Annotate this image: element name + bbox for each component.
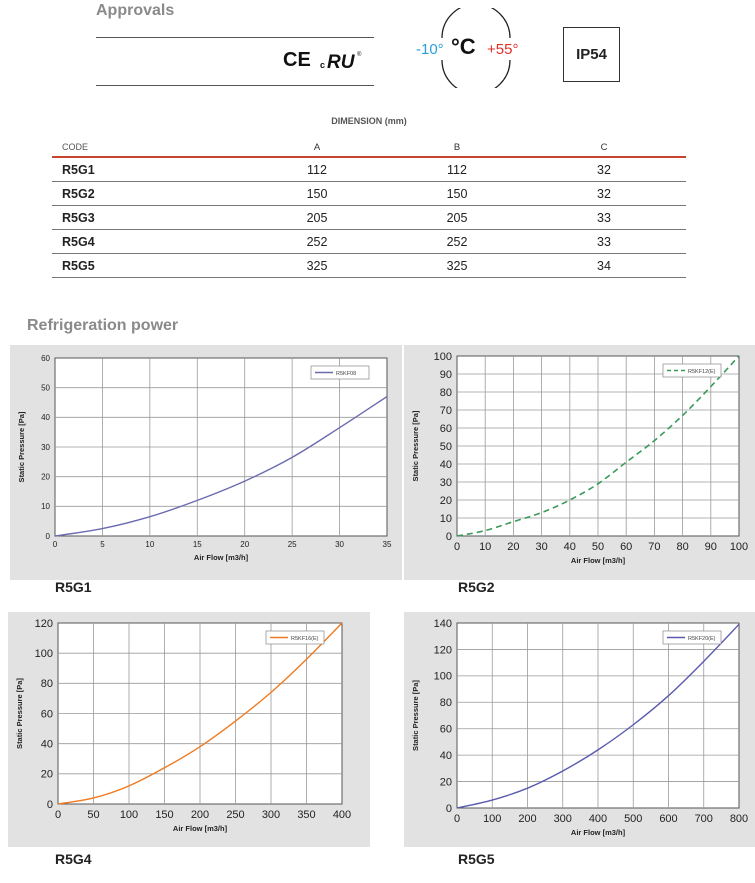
x-tick-label: 100 [729, 541, 749, 553]
y-tick-label: 30 [41, 442, 50, 452]
approvals-title: Approvals [96, 2, 175, 19]
x-tick-label: 700 [694, 813, 713, 825]
x-tick-label: 200 [190, 809, 210, 821]
table-row [52, 254, 686, 278]
x-tick-label: 100 [119, 809, 139, 821]
table-cell: 205 [392, 206, 522, 230]
y-tick-label: 60 [41, 353, 50, 363]
table-cell: 252 [392, 230, 522, 254]
y-tick-label: 50 [439, 440, 452, 453]
approvals-rule-top [96, 37, 374, 38]
chart-caption-r5g5: R5G5 [458, 851, 495, 867]
y-axis-title: Static Pressure [Pa] [17, 411, 26, 483]
x-tick-label: 400 [588, 813, 608, 825]
table-cell: 32 [522, 157, 686, 182]
legend-label: R5KF08 [336, 371, 357, 377]
y-tick-label: 120 [433, 644, 452, 657]
x-tick-label: 5 [100, 540, 105, 549]
chart-r5g2 [404, 345, 755, 580]
table-cell: R5G1 [52, 157, 242, 182]
x-tick-label: 200 [518, 813, 537, 825]
table-cell: 33 [522, 206, 686, 230]
x-tick-label: 300 [553, 813, 572, 825]
table-cell: 325 [242, 254, 392, 278]
y-tick-label: 120 [34, 617, 53, 630]
y-tick-label: 20 [40, 768, 53, 781]
y-tick-label: 0 [45, 531, 50, 541]
x-axis-title: Air Flow [m3/h] [193, 553, 249, 562]
y-tick-label: 100 [34, 648, 53, 661]
y-tick-label: 10 [41, 502, 50, 512]
x-tick-label: 0 [453, 541, 461, 553]
y-tick-label: 20 [439, 776, 452, 789]
y-tick-label: 60 [439, 422, 452, 435]
x-tick-label: 400 [332, 809, 352, 821]
y-tick-label: 100 [433, 350, 452, 363]
column-header: A [242, 138, 392, 157]
y-tick-label: 100 [433, 670, 452, 683]
y-tick-label: 50 [41, 383, 50, 393]
legend-label: R5KF16(E) [291, 636, 319, 642]
y-tick-label: 30 [439, 476, 452, 489]
table-cell: R5G4 [52, 230, 242, 254]
table-cell: R5G3 [52, 206, 242, 230]
x-tick-label: 40 [563, 541, 576, 553]
y-tick-label: 40 [439, 749, 452, 762]
x-tick-label: 80 [676, 541, 689, 553]
column-header: CODE [52, 138, 242, 157]
table-row [52, 206, 686, 230]
chart-r5g4 [8, 612, 370, 847]
x-tick-label: 300 [261, 809, 281, 821]
table-header-row [52, 138, 686, 157]
y-axis-title: Static Pressure [Pa] [411, 680, 420, 751]
x-tick-label: 35 [382, 540, 392, 549]
table-row [52, 182, 686, 206]
table-cell: 112 [242, 157, 392, 182]
refrigeration-title: Refrigeration power [27, 317, 179, 334]
chart-caption-r5g2: R5G2 [458, 579, 495, 595]
table-cell: 252 [242, 230, 392, 254]
svg-text:®: ® [357, 52, 362, 58]
ip-rating-badge [563, 27, 620, 82]
x-tick-label: 90 [704, 541, 717, 553]
dimension-title: DIMENSION (mm) [331, 116, 407, 126]
svg-text:c: c [320, 60, 326, 70]
table-cell: 32 [522, 182, 686, 206]
x-axis-title: Air Flow [m3/h] [570, 556, 626, 565]
y-tick-label: 20 [439, 494, 452, 507]
x-tick-label: 70 [648, 541, 661, 553]
x-tick-label: 50 [87, 809, 100, 821]
chart-caption-r5g1: R5G1 [55, 579, 92, 595]
table-row [52, 157, 686, 182]
x-axis-title: Air Flow [m3/h] [570, 828, 626, 837]
svg-text:RU: RU [327, 52, 355, 72]
legend-label: R5KF12(E) [688, 369, 716, 375]
dimension-table [52, 138, 686, 278]
x-tick-label: 100 [483, 813, 502, 825]
x-tick-label: 0 [52, 540, 58, 549]
x-tick-label: 50 [591, 541, 605, 553]
x-tick-label: 30 [335, 540, 345, 549]
x-tick-label: 60 [620, 541, 633, 553]
table-row [52, 230, 686, 254]
x-tick-label: 150 [155, 809, 174, 821]
table-cell: 325 [392, 254, 522, 278]
temp-unit: °C [451, 34, 476, 59]
y-tick-label: 40 [40, 738, 53, 751]
table-cell: R5G5 [52, 254, 242, 278]
y-tick-label: 60 [40, 708, 53, 721]
legend-label: R5KF20(E) [688, 636, 716, 642]
x-tick-label: 0 [54, 809, 62, 821]
y-tick-label: 20 [41, 472, 50, 482]
table-cell: 112 [392, 157, 522, 182]
table-cell: 150 [392, 182, 522, 206]
chart-caption-r5g4: R5G4 [55, 851, 92, 867]
y-tick-label: 10 [439, 512, 452, 525]
x-tick-label: 10 [145, 540, 155, 549]
x-tick-label: 20 [240, 540, 250, 549]
chart-r5g5 [404, 612, 755, 847]
y-axis-title: Static Pressure [Pa] [411, 410, 420, 482]
ce-ul-mark-icon [283, 46, 363, 72]
column-header: B [392, 138, 522, 157]
y-axis-title: Static Pressure [Pa] [15, 678, 24, 749]
temp-min: -10° [416, 41, 444, 58]
svg-text:CE: CE [283, 49, 311, 71]
table-cell: 34 [522, 254, 686, 278]
approvals-rule-bottom [96, 85, 374, 86]
x-tick-label: 500 [624, 813, 643, 825]
x-tick-label: 600 [659, 813, 678, 825]
table-cell: 205 [242, 206, 392, 230]
y-tick-label: 0 [445, 530, 452, 543]
x-axis-title: Air Flow [m3/h] [172, 824, 228, 833]
y-tick-label: 40 [41, 413, 50, 423]
y-tick-label: 140 [433, 617, 452, 630]
y-tick-label: 70 [439, 404, 452, 417]
x-tick-label: 250 [226, 809, 245, 821]
ip-rating-text: IP54 [576, 46, 607, 63]
x-tick-label: 30 [535, 541, 548, 553]
y-tick-label: 80 [40, 678, 53, 691]
x-tick-label: 800 [729, 813, 749, 825]
y-tick-label: 40 [439, 458, 452, 471]
y-tick-label: 0 [46, 798, 53, 811]
x-tick-label: 25 [287, 540, 297, 549]
y-tick-label: 80 [439, 697, 452, 710]
x-tick-label: 350 [297, 809, 316, 821]
column-header: C [522, 138, 686, 157]
y-tick-label: 90 [439, 368, 452, 381]
y-tick-label: 80 [439, 386, 452, 399]
table-cell: R5G2 [52, 182, 242, 206]
table-cell: 150 [242, 182, 392, 206]
x-tick-label: 0 [453, 813, 461, 825]
y-tick-label: 0 [445, 802, 452, 815]
table-cell: 33 [522, 230, 686, 254]
temp-max: +55° [487, 41, 519, 58]
x-tick-label: 10 [479, 541, 492, 553]
x-tick-label: 20 [507, 541, 520, 553]
chart-r5g1 [10, 345, 402, 580]
x-tick-label: 15 [192, 540, 202, 549]
y-tick-label: 60 [439, 723, 452, 736]
